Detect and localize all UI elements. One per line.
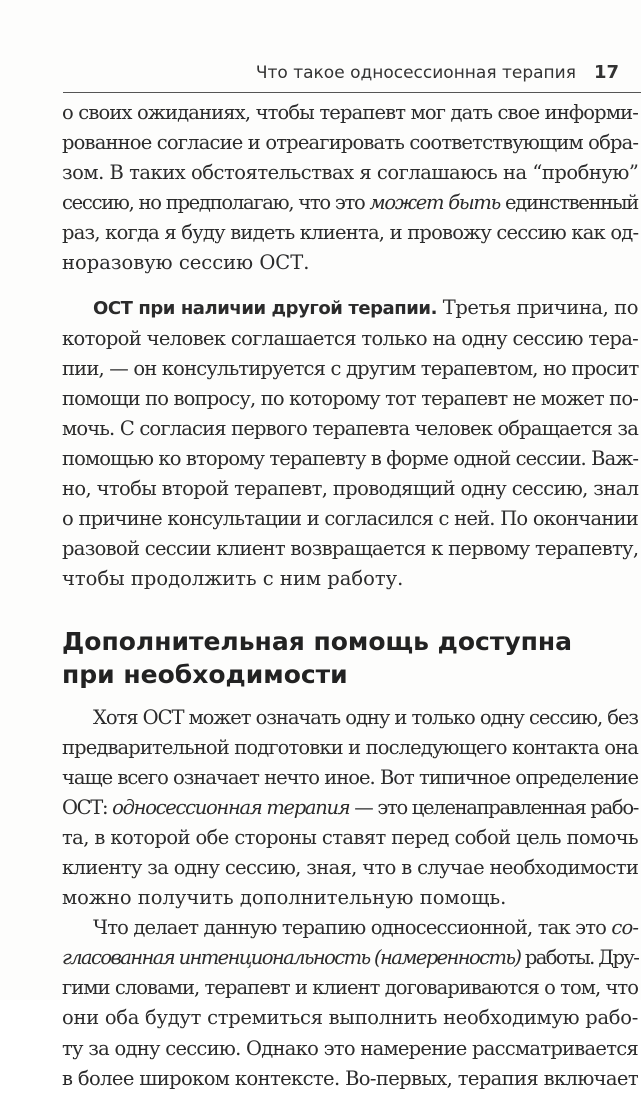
text-line: мочь. С согласия первого терапевта человек обращается за: [62, 416, 638, 440]
text-line: предварительной подготовки и последующего контакта она: [62, 735, 638, 759]
text-line: ОСТ при наличии другой терапии. Третья причина, по: [93, 295, 638, 319]
header-rule: [63, 92, 641, 93]
italic-text: односессионная терапия: [112, 795, 350, 819]
paragraph-1: [62, 98, 638, 279]
page-number: 17: [593, 62, 619, 83]
text-line: которой человек соглашается только на одну сессию тера-: [62, 326, 639, 350]
running-header: [62, 62, 619, 90]
text-line: о своих ожиданиях, чтобы терапевт мог дать свое информи-: [62, 101, 638, 124]
text-line: но, чтобы второй терапевт, проводящий одну сессию, знал: [62, 477, 639, 501]
text-line: ту за одну сессию. Однако это намерение рассматривается: [62, 1036, 638, 1060]
text-line: зом. В таких обстоятельствах я соглашаюсь на “пробную”: [62, 161, 639, 185]
text-line: можно получить дополнительную помощь.: [62, 886, 507, 910]
text-line: клиенту за одну сессию, зная, что в случае необходимости: [62, 855, 639, 879]
text-line: норазовую сессию ОСТ.: [62, 251, 310, 275]
text-line: та, в которой обе стороны ставят перед собой цель помочь: [62, 825, 638, 849]
text-line: чтобы продолжить с ним работу.: [62, 567, 404, 591]
section-heading: [62, 625, 638, 691]
page-body: [62, 98, 638, 1094]
paragraph-4: [62, 913, 638, 1094]
heading-line: Дополнительная помощь доступна: [62, 626, 573, 656]
text-line: о причине консультации и согласился с ней. По окончании: [62, 507, 638, 531]
paragraph-2: [62, 293, 638, 595]
heading-line: при необходимости: [62, 659, 348, 689]
text-line: помощи по вопросу, по которому тот терапевт не может по-: [62, 386, 638, 410]
text-line: чаще всего означает нечто иное. Вот типичное определение: [62, 765, 638, 789]
text-line: сессию, но предполагаю, что это может быть единственный: [62, 191, 638, 215]
chapter-title: Что такое односессионная терапия: [255, 63, 576, 83]
text-line: гими словами, терапевт и клиент договариваются о том, что: [62, 976, 639, 1000]
text-line: раз, когда я буду видеть клиента, и провожу сессию как од-: [62, 221, 639, 245]
text-line: в более широком контексте. Во-первых, терапия включает: [62, 1066, 638, 1090]
text-line: ОСТ: односессионная терапия — это целенаправленная рабо-: [62, 795, 639, 819]
text-line: гласованная интенциональность (намеренность) работы. Дру-: [62, 946, 639, 970]
italic-text: гласованная интенциональность (намеренность): [62, 946, 521, 970]
italic-text: может быть: [369, 191, 500, 215]
text-line: помощью ко второму терапевту в форме одной сессии. Важ-: [62, 447, 639, 471]
run-in-heading: ОСТ при наличии другой терапии.: [93, 297, 437, 319]
italic-text: со-: [611, 916, 639, 940]
text-line: рованное согласие и отреагировать соответствующим обра-: [62, 131, 639, 155]
text-line: они оба будут стремиться выполнить необходимую рабо-: [62, 1006, 638, 1030]
text-line: пии, — он консультируется с другим терапевтом, но просит: [62, 356, 639, 380]
text-line: Хотя ОСТ может означать одну и только одну сессию, без: [93, 705, 638, 729]
text-line: разовой сессии клиент возвращается к первому терапевту,: [62, 537, 639, 561]
text-line: Что делает данную терапию односессионной, так это со-: [93, 916, 639, 940]
paragraph-3: [62, 703, 638, 914]
